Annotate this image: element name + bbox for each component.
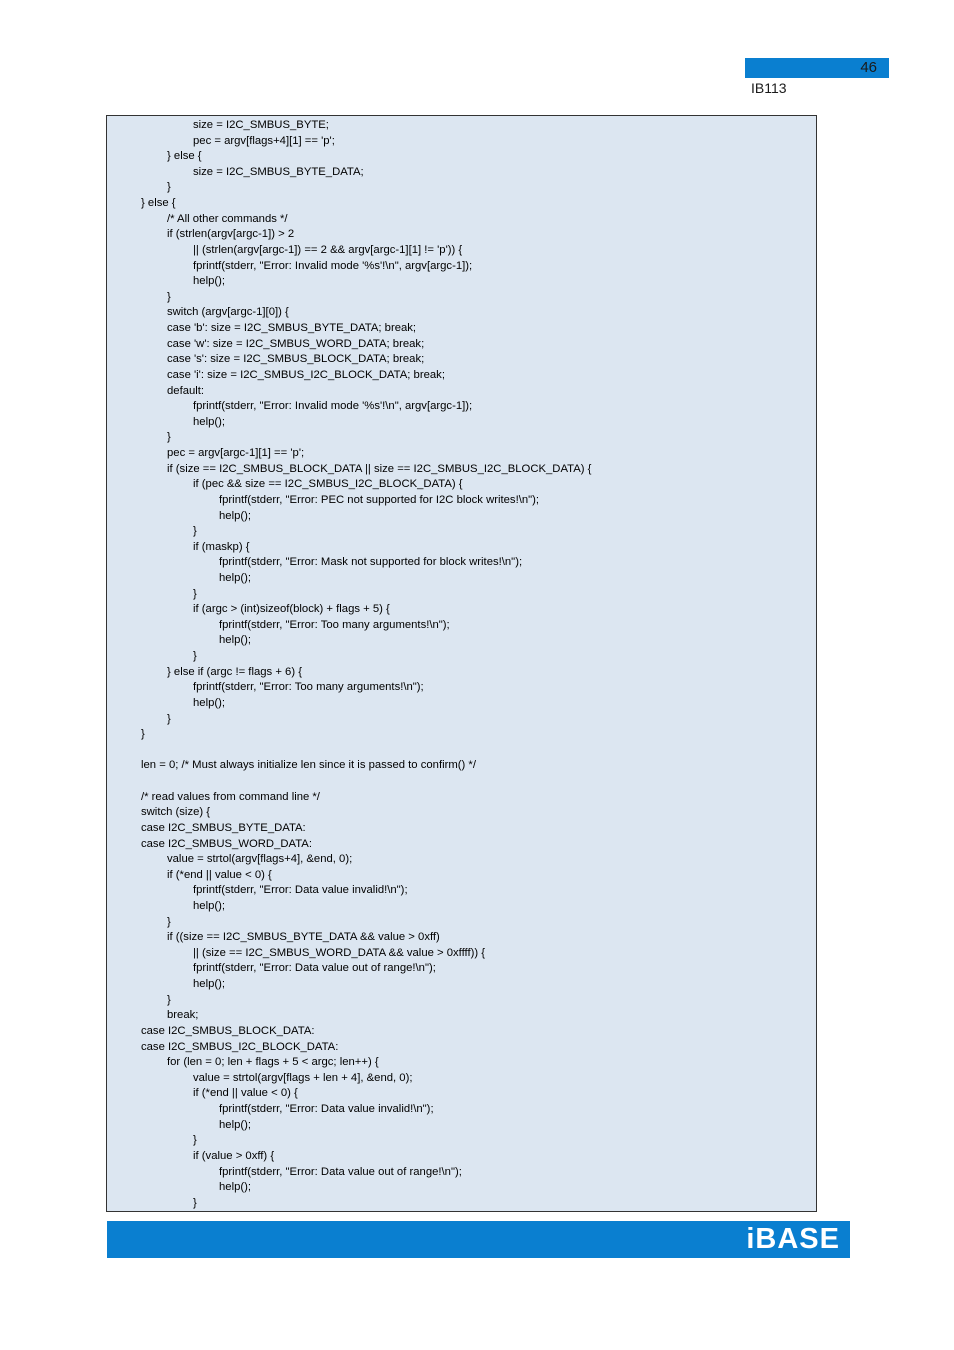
code-line: }: [167, 915, 171, 928]
code-line: size = I2C_SMBUS_BYTE_DATA;: [193, 165, 364, 178]
code-line: } else if (argc != flags + 6) {: [167, 665, 303, 678]
code-line: fprintf(stderr, "Error: Too many arguments!\n");: [193, 681, 424, 694]
code-line: }: [167, 993, 171, 1006]
code-line: help();: [219, 571, 252, 584]
code-line: help();: [219, 634, 252, 647]
code-line: if (strlen(argv[argc-1]) > 2: [167, 228, 295, 241]
code-line: if (size == I2C_SMBUS_BLOCK_DATA || size == I2C_SMBUS_I2C_BLOCK_DATA) {: [167, 462, 592, 475]
code-line: case I2C_SMBUS_I2C_BLOCK_DATA:: [141, 1040, 339, 1053]
code-line: }: [167, 431, 171, 444]
code-line: fprintf(stderr, "Error: Too many arguments!\n");: [219, 618, 450, 631]
code-line: || (size == I2C_SMBUS_WORD_DATA && value > 0xffff)) {: [193, 946, 486, 959]
code-line: fprintf(stderr, "Error: Data value out of range!\n");: [219, 1165, 462, 1178]
code-line: help();: [219, 1118, 252, 1131]
code-line: fprintf(stderr, "Error: Data value invalid!\n");: [219, 1103, 434, 1116]
code-line: /* All other commands */: [167, 212, 288, 225]
code-line: }: [167, 290, 171, 303]
code-line: help();: [193, 900, 226, 912]
code-line: case 'w': size = I2C_SMBUS_WORD_DATA; break;: [167, 337, 425, 350]
code-line: }: [193, 650, 197, 663]
code-line: pec = argv[flags+4][1] == 'p';: [193, 134, 335, 147]
code-line: fprintf(stderr, "Error: Invalid mode '%s'!\n", argv[argc-1]);: [193, 259, 473, 272]
code-line: help();: [193, 415, 226, 428]
ibase-logo: iBASE: [746, 1223, 840, 1255]
code-line: break;: [167, 1009, 199, 1022]
code-line: }: [167, 181, 171, 194]
code-line: fprintf(stderr, "Error: Data value invalid!\n");: [193, 884, 408, 897]
code-line: value = strtol(argv[flags + len + 4], &end, 0);: [193, 1071, 413, 1084]
code-line: help();: [219, 1181, 252, 1194]
code-line: }: [193, 1196, 197, 1209]
code-line: value = strtol(argv[flags+4], &end, 0);: [167, 853, 353, 866]
code-line: if ((size == I2C_SMBUS_BYTE_DATA && value > 0xff): [167, 931, 440, 944]
code-line: if (*end || value < 0) {: [193, 1087, 298, 1100]
code-line: case I2C_SMBUS_BYTE_DATA:: [141, 821, 306, 834]
code-line: }: [167, 712, 171, 725]
code-line: help();: [193, 978, 226, 991]
code-line: case 's': size = I2C_SMBUS_BLOCK_DATA; break;: [167, 353, 425, 366]
code-line: }: [141, 728, 145, 741]
footer-bar: [107, 1221, 850, 1258]
code-line: for (len = 0; len + flags + 5 < argc; len++) {: [167, 1056, 379, 1069]
code-line: }: [193, 525, 197, 538]
model-name: IB113: [751, 80, 787, 96]
code-line: case 'b': size = I2C_SMBUS_BYTE_DATA; break;: [167, 322, 417, 335]
code-line: help();: [193, 275, 226, 288]
code-line: } else {: [167, 150, 202, 163]
code-line: len = 0; /* Must always initialize len since it is passed to confirm() */: [141, 759, 476, 772]
code-line: help();: [193, 696, 226, 709]
code-line: if (*end || value < 0) {: [167, 868, 272, 881]
code-line: }: [193, 587, 197, 600]
page-number: 46: [860, 59, 877, 76]
code-line: } else {: [141, 197, 176, 210]
code-listing: [106, 115, 817, 1212]
page-number-bar: [745, 58, 889, 78]
code-line: help();: [219, 509, 252, 522]
code-line: if (maskp) {: [193, 540, 250, 553]
code-line: if (pec && size == I2C_SMBUS_I2C_BLOCK_DATA) {: [193, 478, 463, 491]
code-line: fprintf(stderr, "Error: PEC not supported for I2C block writes!\n");: [219, 493, 540, 506]
code-line: case 'i': size = I2C_SMBUS_I2C_BLOCK_DATA; break;: [167, 368, 445, 381]
code-line: }: [193, 1134, 197, 1147]
code-line: fprintf(stderr, "Error: Invalid mode '%s'!\n", argv[argc-1]);: [193, 400, 473, 413]
code-line: switch (size) {: [141, 806, 211, 819]
code-line: fprintf(stderr, "Error: Mask not supported for block writes!\n");: [219, 556, 523, 569]
code-line: /* read values from command line */: [141, 790, 320, 803]
code-line: fprintf(stderr, "Error: Data value out of range!\n");: [193, 962, 436, 975]
code-line: default:: [167, 384, 205, 397]
code-line: case I2C_SMBUS_BLOCK_DATA:: [141, 1024, 315, 1037]
code-line: case I2C_SMBUS_WORD_DATA:: [141, 837, 312, 850]
code-line: if (argc > (int)sizeof(block) + flags + 5) {: [193, 603, 390, 616]
code-line: pec = argv[argc-1][1] == 'p';: [167, 447, 305, 460]
code-line: if (value > 0xff) {: [193, 1149, 275, 1162]
code-line: || (strlen(argv[argc-1]) == 2 && argv[argc-1][1] != 'p')) {: [193, 243, 463, 256]
code-line: switch (argv[argc-1][0]) {: [167, 306, 289, 319]
code-line: size = I2C_SMBUS_BYTE;: [193, 119, 329, 131]
